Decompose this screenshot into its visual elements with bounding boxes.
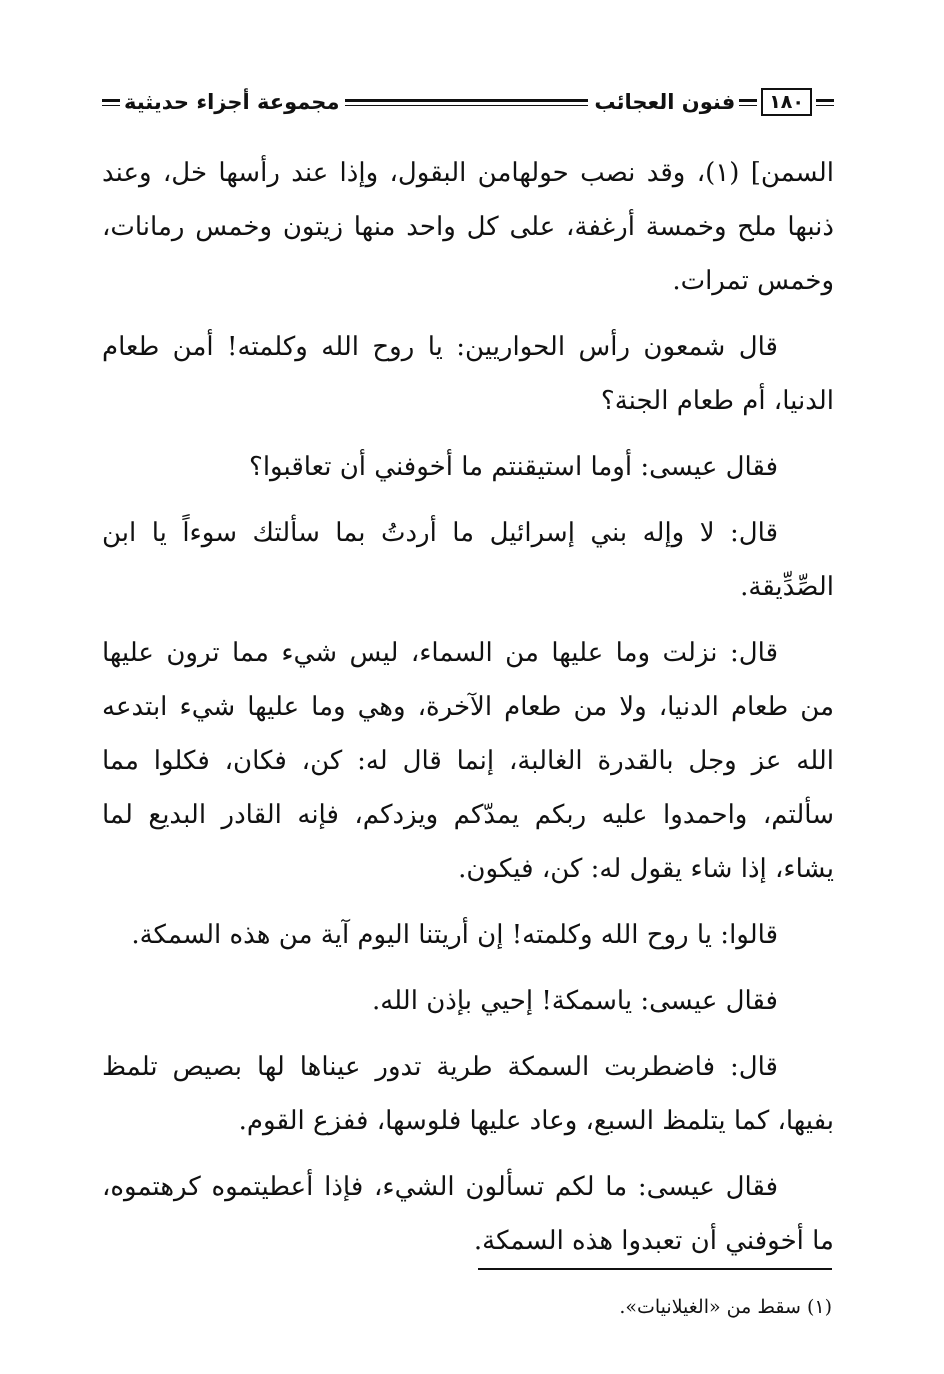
collection-title: مجموعة أجزاء حديثية [124,90,340,114]
paragraph: فقال عيسى: ياسمكة! إحيي بإذن الله. [371,986,778,1016]
paragraph: قال: فاضطربت السمكة طرية تدور عيناها لها بصيص تلمظ بفيها، كما يتلمظ السبع، وعاد عليها فلوسها، ففزع القوم. [102,1052,834,1136]
header-rule-mid [739,99,757,106]
paragraph: فقال عيسى: ما لكم تسألون الشيء، فإذا أعطيتموه كرهتموه، ما أخوفني أن تعبدوا هذه السمكة. [102,1172,834,1256]
main-text [102,146,834,1280]
chapter-title: فنون العجائب [594,90,736,114]
running-header [98,82,838,122]
paragraph: قالوا: يا روح الله وكلمته! إن أريتنا اليوم آية من هذه السمكة. [131,920,778,950]
paragraph: فقال عيسى: أوما استيقنتم ما أخوفني أن تعاقبوا؟ [249,452,778,482]
paragraph: قال: نزلت وما عليها من السماء، ليس شيء مما ترون عليها من طعام الدنيا، ولا من طعام الآخرة، وهي وما عليها شيء ابتدعه الله عز وجل بالقدرة الغالبة، إنما قال له: كن، فكان، فكلوا مما سألتم، واحمدوا عليه ربكم يمدّكم ويزدكم، فإنه القادر البديع لما يشاء، إذا شاء يقول له: كن، فيكون. [102,638,834,884]
header-rule-start [816,99,834,106]
paragraph: قال شمعون رأس الحواريين: يا روح الله وكلمته! أمن طعام الدنيا، أم طعام الجنة؟ [102,332,834,416]
header-rule-end [102,99,120,106]
page-number: ١٨٠ [761,88,812,116]
paragraph: قال: لا وإله بني إسرائيل ما أردتُ بما سألتك سوءاً يا ابن الصِّدِّيقة. [102,518,834,602]
paragraph: السمن] (١)، وقد نصب حولهامن البقول، وإذا عند رأسها خل، وعند ذنبها ملح وخمسة أرغفة، على كل واحد منها زيتون وخمس رمانات، وخمس تمرات. [102,158,835,296]
footnote: (١) سقط من «الغيلانيات». [619,1296,832,1318]
footnote-separator [478,1268,832,1270]
header-rule-long [345,99,588,106]
